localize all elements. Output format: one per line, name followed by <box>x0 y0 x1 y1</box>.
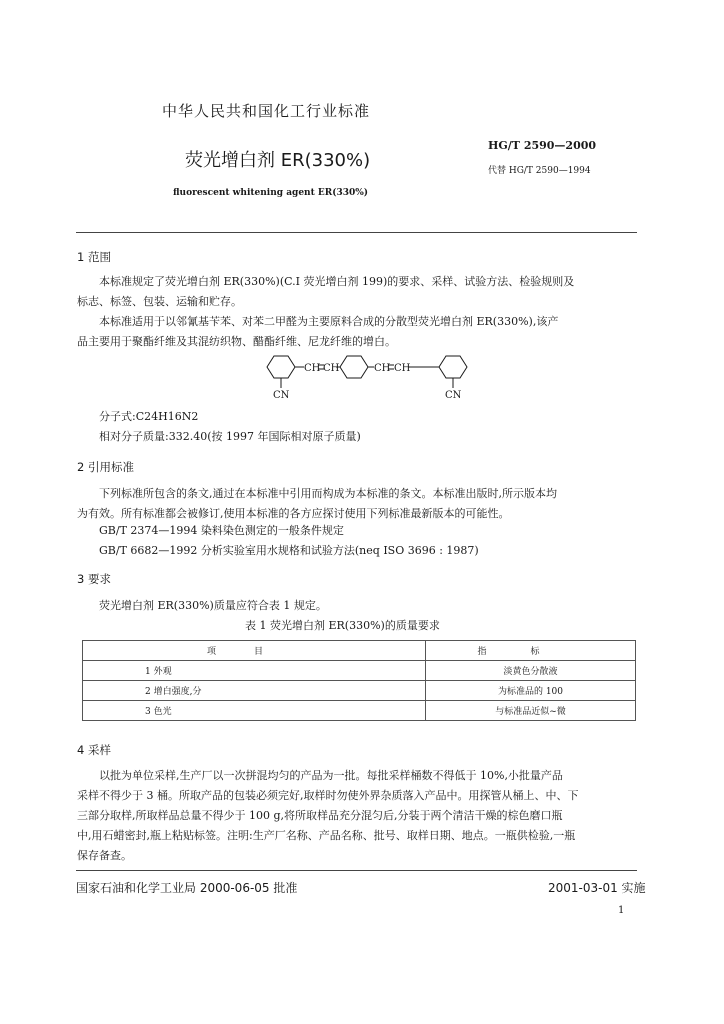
reference-standard-1: GB/T 2374—1994 染料染色测定的一般条件规定 <box>99 524 344 537</box>
table-row <box>83 661 636 681</box>
table-cell-spec: 为标准品的 100 <box>426 681 636 701</box>
implementation-date: 2001-03-01 实施 <box>548 881 646 895</box>
s4-line-3: 三部分取样,所取样品总量不得少于 100 g,将所取样品充分混匀后,分装于两个清洁干燥的棕色磨口瓶 <box>77 809 563 822</box>
structure-label-cn-left: CN <box>273 390 290 401</box>
s1-p1-line-1: 本标准规定了荧光增白剂 ER(330%)(C.I 荧光增白剂 199)的要求、采样、试验方法、检验规则及 <box>99 275 575 288</box>
structure-label-ch-3: CH <box>374 363 391 374</box>
section-1-heading: 1 范围 <box>77 250 111 264</box>
document-title: 荧光增白剂 ER(330%) <box>185 150 371 171</box>
molecular-formula: 分子式:C24H16N2 <box>99 410 199 423</box>
s4-line-2: 采样不得少于 3 桶。所取产品的包装必须完好,取样时勿使外界杂质落入产品中。用探管从桶上、中、下 <box>77 789 579 802</box>
structure-label-ch-1: CH <box>304 363 321 374</box>
table-cell-item: 1 外观 <box>83 661 426 681</box>
section-1-paragraph-2 <box>77 312 637 352</box>
s1-p1-line-2: 标志、标签、包装、运输和贮存。 <box>77 295 242 308</box>
document-title-english: fluorescent whitening agent ER(330%) <box>173 188 369 198</box>
table-header-row <box>83 641 636 661</box>
right-benzene-ring <box>439 356 467 378</box>
standard-number: HG/T 2590—2000 <box>488 139 597 152</box>
section-1-paragraph-1 <box>77 272 637 312</box>
left-benzene-ring <box>267 356 295 378</box>
relative-molecular-mass: 相对分子质量:332.40(按 1997 年国际相对原子质量) <box>99 430 361 443</box>
table-1-caption: 表 1 荧光增白剂 ER(330%)的质量要求 <box>245 619 440 632</box>
s1-p2-line-2: 品主要用于聚酯纤维及其混纺织物、醋酯纤维、尼龙纤维的增白。 <box>77 335 396 348</box>
reference-standard-2: GB/T 6682—1992 分析实验室用水规格和试验方法(neq ISO 3696 : 1987) <box>99 544 479 557</box>
chemical-structure-diagram <box>260 352 500 404</box>
structure-label-ch-2: CH <box>323 363 340 374</box>
s4-line-1: 以批为单位采样,生产厂以一次拼混均匀的产品为一批。每批采样桶数不得低于 10%,小批量产品 <box>99 769 563 782</box>
standard-category-title: 中华人民共和国化工行业标准 <box>162 102 371 120</box>
section-4-heading: 4 采样 <box>77 743 111 757</box>
s2-p1-line-1: 下列标准所包含的条文,通过在本标准中引用而构成为本标准的条文。本标准出版时,所示版本均 <box>99 487 557 500</box>
structure-label-cn-right: CN <box>445 390 462 401</box>
quality-requirements-table <box>82 640 636 721</box>
table-row <box>83 701 636 721</box>
s4-line-4: 中,用石蜡密封,瓶上粘贴标签。注明:生产厂名称、产品名称、批号、取样日期、地点。一瓶供检验,一瓶 <box>77 829 576 842</box>
header-divider <box>76 232 637 233</box>
page-number: 1 <box>618 905 625 916</box>
section-3-paragraph: 荧光增白剂 ER(330%)质量应符合表 1 规定。 <box>99 599 327 612</box>
section-2-paragraph <box>77 484 637 524</box>
structure-label-ch-4: CH <box>394 363 411 374</box>
middle-benzene-ring <box>340 356 368 378</box>
table-cell-spec: 淡黄色分散液 <box>426 661 636 681</box>
footer-divider <box>76 870 637 871</box>
approval-statement: 国家石油和化学工业局 2000-06-05 批准 <box>76 881 298 895</box>
table-header-item: 项目 <box>83 641 426 661</box>
section-2-heading: 2 引用标准 <box>77 460 134 474</box>
table-header-spec: 指标 <box>426 641 636 661</box>
table-cell-spec: 与标准品近似~微 <box>426 701 636 721</box>
table-cell-item: 3 色光 <box>83 701 426 721</box>
section-3-heading: 3 要求 <box>77 572 111 586</box>
table-row <box>83 681 636 701</box>
table-cell-item: 2 增白强度,分 <box>83 681 426 701</box>
s4-line-5: 保存备查。 <box>77 849 132 862</box>
section-4-paragraph <box>77 766 637 866</box>
s2-p1-line-2: 为有效。所有标准都会被修订,使用本标准的各方应探讨使用下列标准最新版本的可能性。 <box>77 507 510 520</box>
s1-p2-line-1: 本标准适用于以邻氰基苄苯、对苯二甲醛为主要原料合成的分散型荧光增白剂 ER(330%),该产 <box>99 315 559 328</box>
replaces-standard: 代替 HG/T 2590—1994 <box>488 166 591 176</box>
